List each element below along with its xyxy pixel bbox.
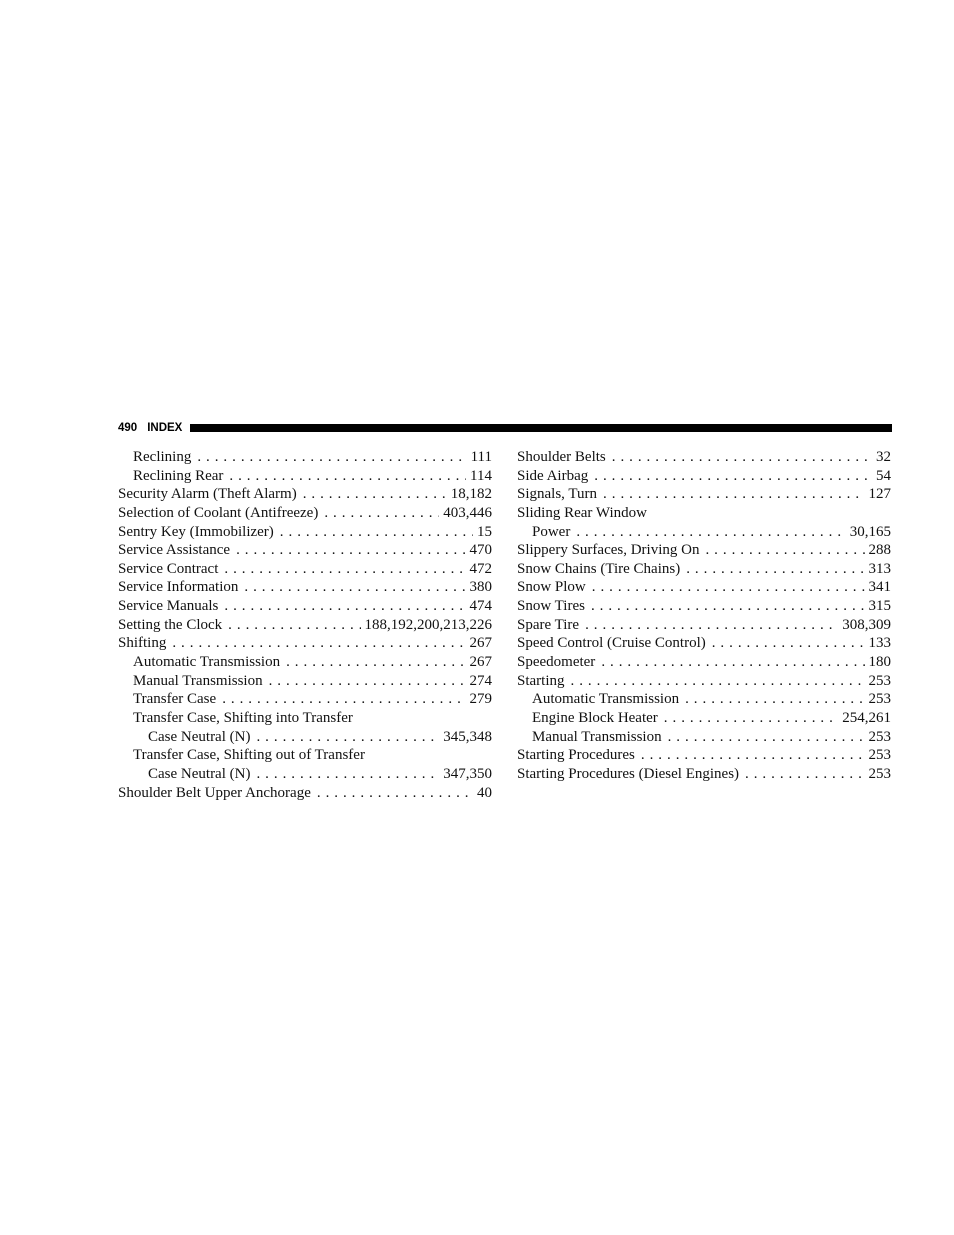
index-entry [118, 560, 492, 579]
entry-term: Service Information [118, 579, 239, 596]
entry-page-ref: 253 [868, 765, 891, 782]
entry-term: Transfer Case, Shifting out of Transfer [133, 747, 365, 764]
entry-term: Shoulder Belt Upper Anchorage [118, 784, 311, 801]
dot-leader [685, 690, 864, 709]
section-title: INDEX [147, 422, 183, 434]
dot-leader [324, 504, 439, 523]
entry-term: Snow Chains (Tire Chains) [517, 560, 681, 577]
entry-page-ref: 313 [868, 560, 891, 577]
entry-page-ref: 32 [876, 449, 891, 465]
index-entry [517, 504, 891, 523]
dot-leader [280, 523, 473, 542]
index-entry [118, 597, 492, 616]
entry-page-ref: 347,350 [443, 765, 492, 782]
entry-page-ref: 279 [469, 691, 492, 708]
index-entry [517, 728, 891, 747]
entry-term: Selection of Coolant (Antifreeze) [118, 504, 319, 521]
dot-leader [686, 560, 864, 579]
entry-term: Service Manuals [118, 598, 219, 615]
entry-term: Service Contract [118, 560, 219, 577]
entry-page-ref: 380 [469, 579, 492, 596]
entry-term: Speed Control (Cruise Control) [517, 635, 706, 652]
dot-leader [197, 448, 466, 467]
dot-leader [641, 746, 865, 765]
entry-page-ref: 267 [469, 635, 492, 652]
index-entry [118, 728, 492, 747]
entry-term: Sentry Key (Immobilizer) [118, 523, 274, 540]
index-entry [118, 541, 492, 560]
entry-term: Case Neutral (N) [148, 765, 251, 782]
index-entry [118, 634, 492, 653]
dot-leader [224, 560, 465, 579]
entry-term: Automatic Transmission [133, 654, 281, 671]
dot-leader [576, 523, 845, 542]
entry-term: Power [532, 523, 571, 540]
dot-leader [269, 672, 466, 691]
index-entry [517, 467, 891, 486]
entry-page-ref: 30,165 [849, 523, 891, 540]
entry-page-ref: 253 [868, 691, 891, 708]
entry-term: Reclining Rear [133, 467, 224, 484]
index-entry [517, 597, 891, 616]
entry-term: Spare Tire [517, 616, 580, 633]
entry-term: Snow Plow [517, 579, 586, 596]
entry-page-ref: 133 [868, 635, 891, 652]
dot-leader [594, 467, 872, 486]
index-entry [517, 578, 891, 597]
dot-leader [571, 672, 865, 691]
dot-leader [705, 541, 864, 560]
entry-page-ref: 188,192,200,213,226 [364, 616, 492, 633]
index-entry [517, 690, 891, 709]
entry-term: Transfer Case, Shifting into Transfer [133, 709, 353, 726]
entry-page-ref: 15 [477, 523, 492, 540]
dot-leader [236, 541, 465, 560]
index-entry [517, 523, 891, 542]
entry-page-ref: 127 [868, 486, 891, 503]
index-column-left [118, 448, 492, 802]
index-entry [118, 690, 492, 709]
entry-term: Side Airbag [517, 467, 589, 484]
entry-page-ref: 345,348 [443, 728, 492, 745]
dot-leader [592, 578, 865, 597]
entry-page-ref: 111 [470, 449, 492, 465]
entry-term: Manual Transmission [532, 728, 662, 745]
dot-leader [601, 653, 864, 672]
entry-page-ref: 474 [469, 598, 492, 615]
index-entry [517, 485, 891, 504]
entry-page-ref: 274 [469, 672, 492, 689]
entry-page-ref: 288 [868, 542, 891, 559]
dot-leader [712, 634, 865, 653]
entry-page-ref: 254,261 [842, 709, 891, 726]
entry-page-ref: 472 [469, 560, 492, 577]
index-entry [517, 709, 891, 728]
dot-leader [256, 765, 439, 784]
entry-page-ref: 315 [868, 598, 891, 615]
dot-leader [229, 467, 466, 486]
index-entry [118, 653, 492, 672]
dot-leader [612, 448, 872, 467]
entry-term: Snow Tires [517, 598, 585, 615]
dot-leader [286, 653, 465, 672]
entry-term: Case Neutral (N) [148, 728, 251, 745]
dot-leader [222, 690, 465, 709]
dot-leader [172, 634, 465, 653]
index-entry [517, 634, 891, 653]
entry-term: Service Assistance [118, 542, 231, 559]
dot-leader [745, 765, 864, 784]
entry-term: Automatic Transmission [532, 691, 680, 708]
entry-page-ref: 403,446 [443, 504, 492, 521]
entry-page-ref: 341 [868, 579, 891, 596]
entry-page-ref: 308,309 [842, 616, 891, 633]
dot-leader [603, 485, 864, 504]
entry-term: Starting [517, 672, 565, 689]
index-entry [517, 448, 891, 467]
dot-leader [585, 616, 838, 635]
index-entry [517, 653, 891, 672]
entry-term: Sliding Rear Window [517, 504, 647, 521]
dot-leader [668, 728, 865, 747]
dot-leader [317, 784, 473, 803]
index-entry [517, 765, 891, 784]
index-entry [517, 541, 891, 560]
entry-term: Starting Procedures (Diesel Engines) [517, 765, 740, 782]
entry-page-ref: 267 [469, 654, 492, 671]
index-entry [118, 448, 492, 467]
entry-term: Engine Block Heater [532, 709, 658, 726]
index-entry [118, 672, 492, 691]
entry-page-ref: 253 [868, 672, 891, 689]
entry-page-ref: 180 [868, 654, 891, 671]
index-entry [517, 616, 891, 635]
entry-page-ref: 253 [868, 747, 891, 764]
entry-term: Signals, Turn [517, 486, 598, 503]
entry-term: Slippery Surfaces, Driving On [517, 542, 700, 559]
index-entry [118, 746, 492, 765]
entry-term: Speedometer [517, 654, 596, 671]
index-entry [118, 504, 492, 523]
dot-leader [244, 578, 465, 597]
entry-page-ref: 40 [477, 784, 492, 801]
page-number: 490 [118, 422, 138, 434]
index-entry [517, 560, 891, 579]
entry-term: Setting the Clock [118, 616, 223, 633]
entry-term: Shoulder Belts [517, 449, 606, 465]
dot-leader [303, 485, 447, 504]
entry-term: Security Alarm (Theft Alarm) [118, 486, 297, 503]
index-entry [118, 467, 492, 486]
header-rule [190, 424, 892, 432]
index-entry [118, 616, 492, 635]
index-entry [118, 709, 492, 728]
entry-term: Reclining [133, 449, 192, 465]
index-entry [118, 578, 492, 597]
index-entry [118, 784, 492, 803]
entry-page-ref: 114 [470, 467, 492, 484]
entry-term: Starting Procedures [517, 747, 635, 764]
dot-leader [591, 597, 865, 616]
index-entry [517, 746, 891, 765]
index-entry [118, 485, 492, 504]
dot-leader [224, 597, 465, 616]
dot-leader [228, 616, 360, 635]
entry-page-ref: 18,182 [450, 486, 492, 503]
dot-leader [664, 709, 838, 728]
entry-term: Manual Transmission [133, 672, 263, 689]
entry-term: Shifting [118, 635, 167, 652]
entry-term: Transfer Case [133, 691, 217, 708]
index-column-right [517, 448, 891, 784]
entry-page-ref: 253 [868, 728, 891, 745]
dot-leader [256, 728, 439, 747]
index-entry [118, 765, 492, 784]
index-entry [118, 523, 492, 542]
page-header [118, 420, 892, 436]
entry-page-ref: 54 [876, 467, 891, 484]
index-entry [517, 672, 891, 691]
entry-page-ref: 470 [469, 542, 492, 559]
